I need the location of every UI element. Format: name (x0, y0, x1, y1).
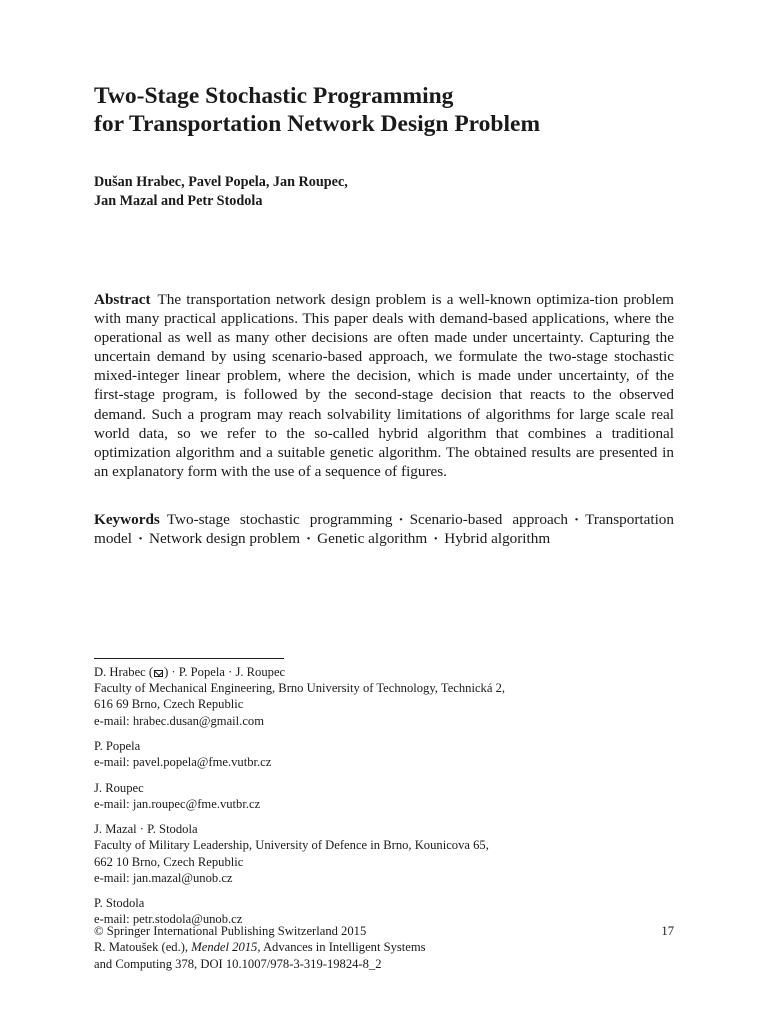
authors-line-2: Jan Mazal and Petr Stodola (94, 193, 263, 209)
author-list (94, 173, 674, 211)
keyword-separator: · (574, 511, 580, 528)
keyword-item: Two-stage stochastic programming (166, 511, 393, 528)
abstract (94, 290, 674, 481)
affiliation-block (94, 780, 674, 812)
affiliations (94, 664, 674, 937)
envelope-icon (154, 670, 163, 677)
author-names: ) · P. Popela · J. Roupec (164, 665, 286, 679)
affiliation-line (94, 664, 674, 680)
affiliation-line: Faculty of Mechanical Engineering, Brno University of Technology, Technická 2, (94, 681, 506, 696)
publication-footer (94, 923, 674, 972)
affiliation-line: Faculty of Military Leadership, University of Defence in Brno, Kounicova 65, (94, 838, 489, 853)
authors-line-1: Dušan Hrabec, Pavel Popela, Jan Roupec, (94, 174, 348, 190)
page-number: 17 (661, 924, 674, 938)
affiliation-line: P. Stodola (94, 896, 145, 911)
email-line: e-mail: petr.stodola@unob.cz (94, 912, 243, 927)
keyword-item: Genetic algorithm (317, 530, 428, 548)
keyword-item: Scenario-based approach (409, 511, 569, 528)
citation-proceedings: Mendel 2015 (191, 940, 258, 955)
keyword-separator: · (433, 530, 439, 548)
abstract-text: The transportation network design problem is a well-known optimiza-tion problem with many practical applications. This paper deals with demand-based applications, where the operational as well as many other decisions are often made under uncertainty. Capturing the uncertain demand by using scenario-based approach, we formulate the two-stage stochastic mixed-integer linear problem, where the decision, which is made under uncertainty, of the first-stage program, is followed by the second-stage decision that reacts to the observed demand. Such a program may reach solvability limitations of algorithms for large scale real world data, so we refer to the so-called hybrid algorithm that combines a traditional optimization algorithm and a suitable genetic algorithm. The obtained results are presented in an explanatory form with the use of a sequence of figures. (94, 291, 674, 480)
email-line: e-mail: hrabec.dusan@gmail.com (94, 713, 265, 728)
title-line-1: Two-Stage Stochastic Programming (94, 83, 454, 109)
footnote-rule (94, 658, 284, 659)
citation-editor: R. Matoušek (ed.), (94, 940, 192, 955)
keyword-separator: · (306, 530, 312, 548)
keyword-item: Network design problem (149, 530, 301, 548)
citation-line (94, 939, 674, 955)
paper-page (94, 0, 674, 1024)
affiliation-line: P. Popela (94, 739, 141, 753)
keywords-label: Keywords (94, 511, 160, 528)
doi-line: and Computing 378, DOI 10.1007/978-3-319-19824-8_2 (94, 956, 382, 971)
email-line: e-mail: pavel.popela@fme.vutbr.cz (94, 755, 272, 770)
keywords (94, 510, 674, 548)
affiliation-block (94, 664, 674, 729)
email-line: e-mail: jan.mazal@unob.cz (94, 870, 233, 885)
affiliation-line: 616 69 Brno, Czech Republic (94, 697, 244, 712)
abstract-label: Abstract (94, 291, 151, 308)
citation-series: , Advances in Intelligent Systems (257, 940, 426, 955)
email-line: e-mail: jan.roupec@fme.vutbr.cz (94, 796, 261, 811)
affiliation-block (94, 821, 674, 886)
keyword-separator: · (137, 530, 144, 548)
author-name: D. Hrabec ( (94, 665, 154, 679)
keyword-item: Hybrid algorithm (444, 530, 551, 548)
affiliation-line: J. Mazal · P. Stodola (94, 822, 198, 837)
paper-title (94, 82, 674, 138)
affiliation-line: 662 10 Brno, Czech Republic (94, 854, 244, 869)
copyright-line: © Springer International Publishing Switzerland 2015 (94, 924, 367, 938)
affiliation-block (94, 738, 674, 770)
affiliation-line: J. Roupec (94, 780, 144, 795)
keyword-separator: · (398, 511, 404, 528)
title-line-2: for Transportation Network Design Problem (94, 111, 541, 137)
keyword-item: Transportation model (94, 511, 674, 548)
